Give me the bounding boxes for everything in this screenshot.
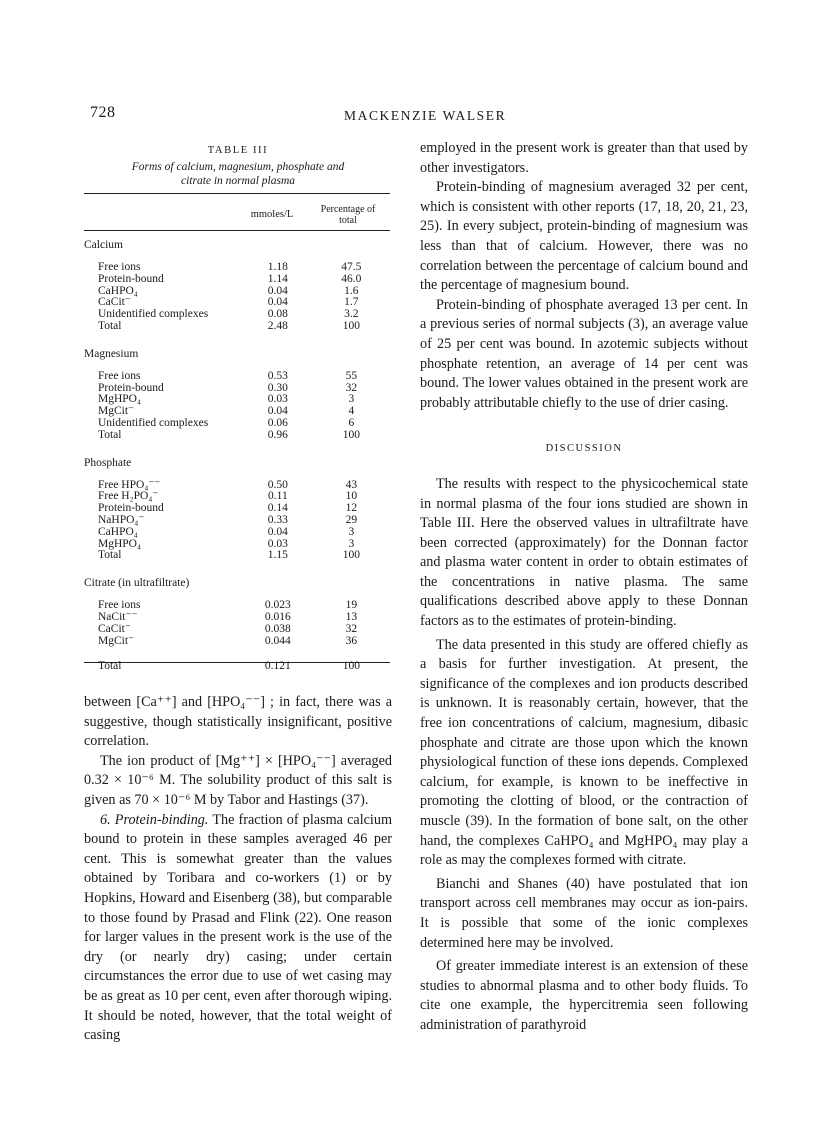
table-cell-mmoles: 1.18 bbox=[267, 261, 288, 273]
table-cell-label: CaCit⁻ bbox=[98, 296, 131, 309]
table-cell-percentage: 100 bbox=[342, 549, 360, 562]
table-cell-percentage: 100 bbox=[342, 660, 360, 673]
column-header-mmoles: mmoles/L bbox=[250, 209, 294, 220]
section-heading-protein-binding: 6. Protein-binding. bbox=[100, 811, 209, 828]
paragraph-ion-pairs: Bianchi and Shanes (40) have postulated that ion transport across cell membranes may occur as ion-pairs. It is possible that some of the ionic complexes determined here may be involved. bbox=[420, 875, 748, 951]
table-cell-mmoles: 0.04 bbox=[267, 296, 288, 309]
table-cell-percentage: 55 bbox=[345, 369, 358, 382]
table-cell-mmoles: 0.121 bbox=[264, 660, 291, 673]
table-cell-label: Unidentified complexes bbox=[98, 416, 209, 429]
table-cell-percentage: 3 bbox=[348, 537, 355, 550]
table-row bbox=[84, 636, 390, 648]
table-cell-label: Protein-bound bbox=[98, 381, 164, 394]
table-cell-percentage: 19 bbox=[345, 599, 358, 612]
table-cell-percentage: 29 bbox=[345, 513, 358, 526]
table-cell-mmoles: 0.04 bbox=[267, 405, 288, 418]
table-cell-percentage: 4 bbox=[348, 405, 355, 418]
table-cell-label: MgHPO₄ bbox=[98, 393, 141, 406]
table-cell-mmoles: 0.044 bbox=[264, 634, 291, 647]
table-row bbox=[84, 371, 390, 383]
table-cell-percentage: 46.0 bbox=[341, 272, 362, 285]
table-cell-mmoles: 0.04 bbox=[267, 525, 288, 538]
table-cell-label: CaHPO₄ bbox=[98, 525, 138, 538]
table-cell-mmoles: 0.08 bbox=[267, 308, 288, 321]
table-cell-mmoles: 2.48 bbox=[267, 319, 288, 332]
table-row bbox=[84, 418, 390, 430]
table-cell-percentage: 6 bbox=[348, 416, 355, 429]
table-cell-mmoles: 0.96 bbox=[267, 428, 288, 441]
table-cell-mmoles: 1.14 bbox=[267, 272, 288, 285]
table-cell-mmoles: 0.14 bbox=[267, 502, 288, 515]
table-cell-label: CaCit⁻ bbox=[98, 622, 131, 635]
table-cell-mmoles: 0.11 bbox=[268, 490, 288, 503]
table-row bbox=[84, 321, 390, 333]
table-cell-percentage: 1.7 bbox=[344, 296, 359, 309]
table-cell-percentage: 32 bbox=[345, 622, 358, 635]
table-cell-mmoles: 0.30 bbox=[267, 381, 288, 394]
table-group-heading: Magnesium bbox=[84, 347, 139, 360]
table-top-rule bbox=[84, 193, 390, 194]
table-cell-label: Unidentified complexes bbox=[98, 308, 209, 321]
table-cell-mmoles: 0.03 bbox=[267, 537, 288, 550]
table-row bbox=[84, 515, 390, 527]
paragraph-protein-binding-body: The fraction of plasma calcium bound to protein in these samples averaged 46 per cent. This is somewhat greater than the values obtained by Toribara and co-workers (1) or by Hopkins, Howard and Eisenberg (38), but comparable to those found by Prasad and Flink (22). One reason for larger values in the present work is the use of the dry (or nearly dry) casing; under certain circumstances the error due to use of wet casing may be as great as 10 per cent, even after thorough wiping. It should be noted, however, that the total weight of casing bbox=[84, 811, 393, 1044]
table-row bbox=[84, 550, 390, 562]
table-row bbox=[84, 624, 390, 636]
table-cell-mmoles: 0.33 bbox=[267, 513, 288, 526]
table-row bbox=[84, 527, 390, 539]
table-cell-label: Protein-bound bbox=[98, 502, 164, 515]
table-cell-label: MgCit⁻ bbox=[98, 405, 135, 418]
table-cell-percentage: 3 bbox=[348, 393, 355, 406]
table-cell-mmoles: 0.50 bbox=[267, 478, 288, 491]
table-cell-label: NaCit⁻⁻ bbox=[98, 610, 138, 623]
column-header-percentage: Percentage of total bbox=[320, 204, 376, 226]
paragraph-ion-correlation: between [Ca⁺⁺] and [HPO₄⁻⁻] ; in fact, there was a suggestive, though statistically insignificant, positive correlation. bbox=[84, 694, 392, 750]
table-header-rule bbox=[84, 230, 390, 231]
table-group-gap bbox=[84, 647, 390, 656]
left-column-text bbox=[84, 693, 392, 1046]
table-cell-percentage: 13 bbox=[345, 610, 358, 623]
table-cell-label: Total bbox=[98, 549, 122, 562]
table-group-gap bbox=[84, 562, 390, 571]
table-cell-label: Protein-bound bbox=[98, 272, 164, 285]
table-cell-label: Free ions bbox=[98, 369, 141, 382]
table-cell-label: Free ions bbox=[98, 599, 141, 612]
table-cell-mmoles: 0.06 bbox=[267, 416, 288, 429]
table-cell-label: Free H₂PO₄⁻ bbox=[98, 490, 159, 503]
table-cell-label: Total bbox=[98, 428, 122, 441]
table-cell-percentage: 43 bbox=[345, 478, 358, 491]
paragraph-casing-continued: employed in the present work is greater than that used by other investigators. bbox=[420, 140, 748, 176]
table-cell-percentage: 47.5 bbox=[341, 261, 362, 273]
table-group-heading: Citrate (in ultrafiltrate) bbox=[84, 577, 190, 590]
table-cell-percentage: 32 bbox=[345, 381, 358, 394]
paragraph-protein-binding bbox=[84, 811, 392, 1046]
table-label: TABLE III bbox=[207, 145, 269, 156]
table-row bbox=[84, 430, 390, 442]
table-cell-percentage: 3.2 bbox=[344, 308, 359, 321]
table-cell-mmoles: 1.15 bbox=[267, 549, 288, 562]
table-row-grand-total bbox=[84, 661, 390, 673]
table-cell-mmoles: 0.03 bbox=[267, 393, 288, 406]
table-title: Forms of calcium, magnesium, phosphate and citrate in normal plasma bbox=[131, 161, 345, 187]
table-row bbox=[84, 274, 390, 286]
table-cell-label: NaHPO₄⁻ bbox=[98, 513, 145, 526]
paragraph-discussion-results: The results with respect to the physicochemical state in normal plasma of the four ions studied are shown in Table III. Here the observed values in ultrafiltrate have been corrected (approximately) for the Donnan factor and plasma water content in order to obtain estimates of the concentrations in native plasma. The same qualifications described above apply to these Donnan factors as to the estimates of protein-binding. bbox=[420, 475, 748, 630]
table-group-heading: Phosphate bbox=[84, 456, 132, 469]
paragraph-phosphate-binding: Protein-binding of phosphate averaged 13 per cent. In a previous series of normal subjects (3), an average value of 25 per cent was bound. In azotemic subjects without phosphate retention, an average of 14 per cent was bound. The lower values obtained in the present work are probably attributable chiefly to the use of drier casing. bbox=[420, 296, 748, 411]
table-cell-label: MgCit⁻ bbox=[98, 634, 135, 647]
right-column-text bbox=[420, 139, 748, 1036]
table-row bbox=[84, 612, 390, 624]
table-cell-mmoles: 0.023 bbox=[264, 599, 291, 612]
paragraph-abnormal-plasma: Of greater immediate interest is an extension of these studies to abnormal plasma and to other body fluids. To cite one example, the hypercitremia seen following administration of parathyroid bbox=[420, 958, 748, 1033]
table-cell-label: Total bbox=[98, 660, 122, 673]
table-cell-label: Free HPO₄⁻⁻ bbox=[98, 478, 161, 491]
table-group-gap bbox=[84, 333, 390, 342]
table-caption bbox=[84, 145, 392, 188]
table-cell-percentage: 10 bbox=[345, 490, 358, 503]
table-cell-percentage: 1.6 bbox=[344, 284, 359, 297]
table-cell-percentage: 3 bbox=[348, 525, 355, 538]
table-cell-percentage: 12 bbox=[345, 502, 358, 515]
discussion-heading: DISCUSSION bbox=[545, 443, 623, 455]
running-header: MACKENZIE WALSER bbox=[344, 108, 507, 123]
page-number: 728 bbox=[90, 104, 116, 121]
table-cell-mmoles: 0.53 bbox=[267, 369, 288, 382]
paragraph-discussion-data: The data presented in this study are offered chiefly as a basis for further investigation. At present, the significance of the complexes and ion products described is unknown. It is reasonably certain, however, that the free ion concentrations of calcium, magnesium, dibasic phosphate and citrate are those upon which the known physiological function of these ions depends. Complexed calcium, for example, is known to be ineffective in promoting the clotting of blood, or the contraction of muscle (39). In the formation of bone salt, on the other hand, the complexes CaHPO₄ and MgHPO₄ may play a role as may the complexes formed with citrate. bbox=[420, 636, 748, 869]
table-cell-label: MgHPO₄ bbox=[98, 537, 141, 550]
table-cell-mmoles: 0.016 bbox=[264, 610, 291, 623]
table-body bbox=[84, 233, 390, 673]
paragraph-ion-product: The ion product of [Mg⁺⁺] × [HPO₄⁻⁻] averaged 0.32 × 10⁻⁶ M. The solubility product of this salt is given as 70 × 10⁻⁶ M by Tabor and Hastings (37). bbox=[84, 752, 392, 808]
table-cell-mmoles: 0.038 bbox=[264, 622, 291, 635]
table-cell-mmoles: 0.04 bbox=[267, 284, 288, 297]
paragraph-magnesium-binding: Protein-binding of magnesium averaged 32 per cent, which is consistent with other reports (17, 18, 20, 21, 23, 25). In every subject, protein-binding of magnesium was less than that of calcium. However, there was no correlation between the percentage of calcium bound and the percentage of magnesium bound. bbox=[420, 179, 748, 294]
table-cell-percentage: 36 bbox=[345, 634, 358, 647]
table-cell-label: Total bbox=[98, 319, 122, 332]
table-cell-label: CaHPO₄ bbox=[98, 284, 138, 297]
table-bottom-rule bbox=[84, 662, 390, 663]
table-group-gap bbox=[84, 442, 390, 451]
table-group-heading: Calcium bbox=[84, 239, 123, 251]
table-cell-label: Free ions bbox=[98, 261, 141, 273]
table-cell-percentage: 100 bbox=[342, 319, 360, 332]
table-cell-percentage: 100 bbox=[342, 428, 360, 441]
